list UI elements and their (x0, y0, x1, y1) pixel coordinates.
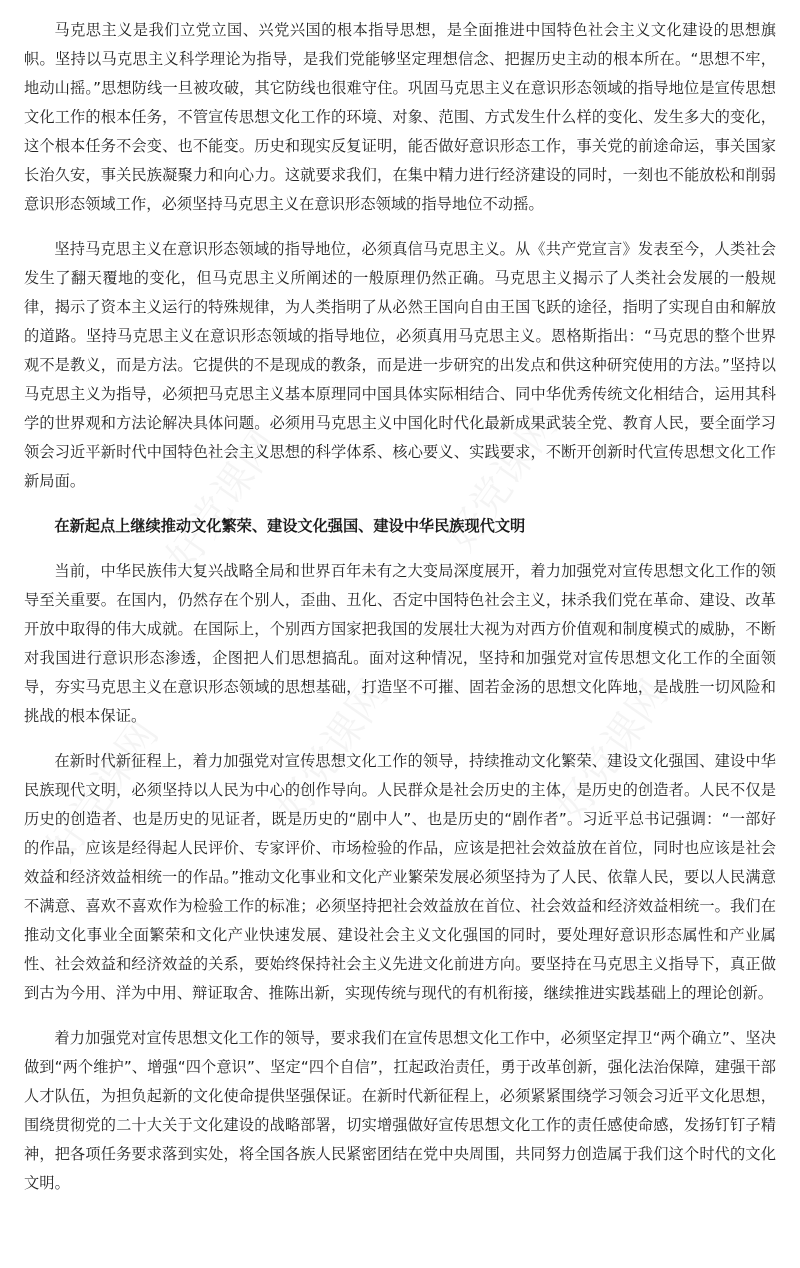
document-body (24, 16, 776, 1214)
section-heading: 在新起点上继续推动文化繁荣、建设文化强国、建设中华民族现代文明 (54, 517, 526, 535)
paragraph: 着力加强党对宣传思想文化工作的领导，要求我们在宣传思想文化工作中，必须坚定捍卫“两个确立”、坚决做到“两个维护”、增强“四个意识”、坚定“四个自信”，扛起政治责任，勇于改革创新，强化法治保障，建强干部人才队伍，为担负起新的文化使命提供坚强保证。在新时代新征程上，必须紧紧围绕学习领会习近平文化思想，围绕贯彻党的二十大关于文化建设的战略部署，切实增强做好宣传思想文化工作的责任感使命感，发扬钉钉子精神，把各项任务要求落到实处，将全国各族人民紧密团结在党中央周围，共同努力创造属于我们这个时代的文化文明。 (24, 1029, 776, 1192)
paragraph: 在新时代新征程上，着力加强党对宣传思想文化工作的领导，持续推动文化繁荣、建设文化强国、建设中华民族现代文明，必须坚持以人民为中心的创作导向。人民群众是社会历史的主体，是历史的创造者。人民不仅是历史的创造者、也是历史的见证者，既是历史的“剧中人”、也是历史的“剧作者”。习近平总书记强调：“一部好的作品，应该是经得起人民评价、专家评价、市场检验的作品，应该是把社会效益放在首位，同时也应该是社会效益和经济效益相统一的作品。”推动文化事业和文化产业繁荣发展必须坚持为了人民、依靠人民，要以人民满意不满意、喜欢不喜欢作为检验工作的标准；必须坚持把社会效益放在首位、社会效益和经济效益相统一。我们在推动文化事业全面繁荣和文化产业快速发展、建设社会主义文化强国的同时，要处理好意识形态属性和产业属性、社会效益和经济效益的关系，要始终保持社会主义先进文化前进方向。要坚持在马克思主义指导下，真正做到古为今用、洋为中用、辩证取舍、推陈出新，实现传统与现代的有机衔接，继续推进实践基础上的理论创新。 (24, 752, 776, 1002)
paragraph: 马克思主义是我们立党立国、兴党兴国的根本指导思想，是全面推进中国特色社会主义文化建设的思想旗帜。坚持以马克思主义科学理论为指导，是我们党能够坚定理想信念、把握历史主动的根本所在。“思想不牢，地动山摇。”思想防线一旦被攻破，其它防线也很难守住。巩固马克思主义在意识形态领域的指导地位是宣传思想文化工作的根本任务，不管宣传思想文化工作的环境、对象、范围、方式发生什么样的变化、发生多大的变化，这个根本任务不会变、也不能变。历史和现实反复证明，能否做好意识形态工作，事关党的前途命运，事关国家长治久安，事关民族凝聚力和向心力。这就要求我们，在集中精力进行经济建设的同时，一刻也不能放松和削弱意识形态领域工作，必须坚持马克思主义在意识形态领域的指导地位不动摇。 (24, 21, 776, 213)
paragraph: 当前，中华民族伟大复兴战略全局和世界百年未有之大变局深度展开，着力加强党对宣传思想文化工作的领导至关重要。在国内，仍然存在个别人，歪曲、丑化、否定中国特色社会主义，抹杀我们党在革命、建设、改革开放中取得的伟大成就。在国际上，个别西方国家把我国的发展壮大视为对西方价值观和制度模式的威胁，不断对我国进行意识形态渗透，企图把人们思想搞乱。面对这种情况，坚持和加强党对宣传思想文化工作的全面领导，夯实马克思主义在意识形态领域的思想基础，打造坚不可摧、固若金汤的思想文化阵地，是战胜一切风险和挑战的根本保证。 (24, 562, 776, 725)
paragraph: 坚持马克思主义在意识形态领域的指导地位，必须真信马克思主义。从《共产党宣言》发表至今，人类社会发生了翻天覆地的变化，但马克思主义所阐述的一般原理仍然正确。马克思主义揭示了人类社会发展的一般规律，揭示了资本主义运行的特殊规律，为人类指明了从必然王国向自由王国飞跃的途径，指明了实现自由和解放的道路。坚持马克思主义在意识形态领域的指导地位，必须真用马克思主义。恩格斯指出：“马克思的整个世界观不是教义，而是方法。它提供的不是现成的教条，而是进一步研究的出发点和供这种研究使用的方法。”坚持以马克思主义为指导，必须把马克思主义基本原理同中国具体实际相结合、同中华优秀传统文化相结合，运用其科学的世界观和方法论解决具体问题。必须用马克思主义中国化时代化最新成果武装全党、教育人民，要全面学习领会习近平新时代中国特色社会主义思想的科学体系、核心要义、实践要求，不断开创新时代宣传思想文化工作新局面。 (24, 240, 776, 490)
